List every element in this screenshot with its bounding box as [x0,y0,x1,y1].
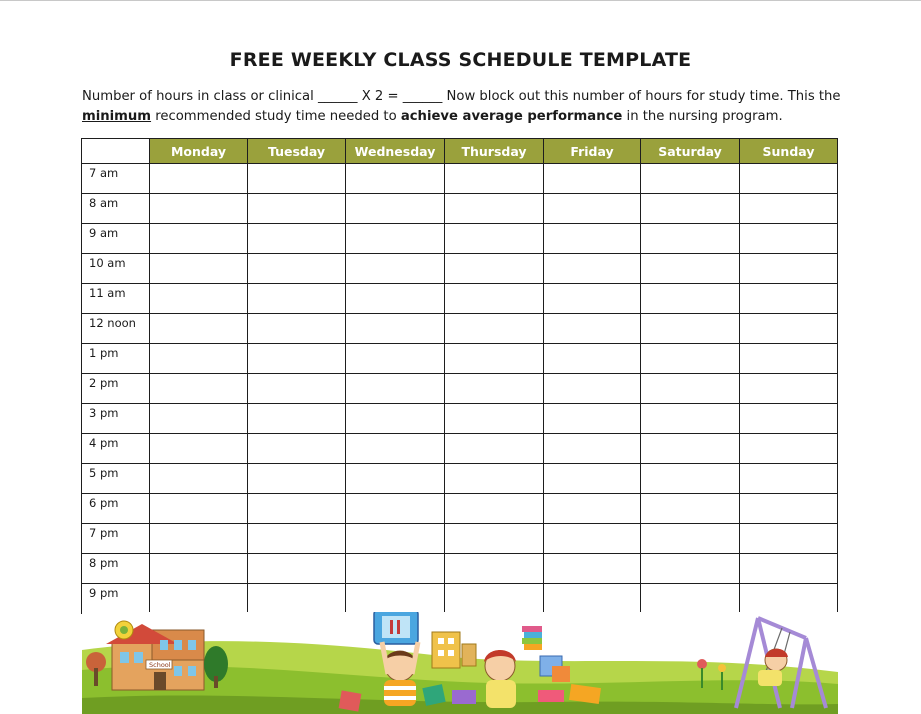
schedule-cell-thursday[interactable] [445,494,544,524]
corner-cell [82,139,150,164]
schedule-cell-monday[interactable] [150,434,248,464]
schedule-cell-tuesday[interactable] [248,224,346,254]
schedule-cell-monday[interactable] [150,284,248,314]
intro-minimum-emphasis: minimum [82,108,152,124]
schedule-cell-friday[interactable] [544,344,641,374]
schedule-cell-friday[interactable] [544,494,641,524]
schedule-cell-friday[interactable] [544,164,641,194]
schedule-cell-wednesday[interactable] [346,554,445,584]
schedule-cell-wednesday[interactable] [346,404,445,434]
schedule-cell-saturday[interactable] [641,344,740,374]
schedule-cell-tuesday[interactable] [248,494,346,524]
schedule-cell-wednesday[interactable] [346,164,445,194]
time-slot-label: 7 am [82,164,150,194]
schedule-cell-saturday[interactable] [641,224,740,254]
school-illustration [82,612,838,714]
time-slot-label: 9 am [82,224,150,254]
schedule-cell-saturday[interactable] [641,584,740,614]
day-header-thursday: Thursday [445,139,544,164]
schedule-row [82,434,838,464]
schedule-cell-thursday[interactable] [445,224,544,254]
time-slot-label: 7 pm [82,524,150,554]
schedule-cell-saturday[interactable] [641,464,740,494]
schedule-cell-saturday[interactable] [641,434,740,464]
schedule-cell-saturday[interactable] [641,314,740,344]
schedule-cell-thursday[interactable] [445,284,544,314]
schedule-cell-friday[interactable] [544,224,641,254]
time-slot-label: 5 pm [82,464,150,494]
schedule-cell-sunday[interactable] [740,164,838,194]
schedule-cell-sunday[interactable] [740,284,838,314]
schedule-cell-monday[interactable] [150,254,248,284]
schedule-cell-thursday[interactable] [445,164,544,194]
day-header-monday: Monday [150,139,248,164]
schedule-cell-thursday[interactable] [445,374,544,404]
schedule-cell-sunday[interactable] [740,494,838,524]
time-slot-label: 8 am [82,194,150,224]
time-slot-label: 8 pm [82,554,150,584]
schedule-cell-wednesday[interactable] [346,254,445,284]
schedule-cell-monday[interactable] [150,524,248,554]
schedule-cell-wednesday[interactable] [346,494,445,524]
schedule-cell-thursday[interactable] [445,464,544,494]
intro-text-2: recommended study time needed to [151,108,401,124]
schedule-cell-monday[interactable] [150,164,248,194]
schedule-cell-sunday[interactable] [740,224,838,254]
schedule-cell-sunday[interactable] [740,254,838,284]
schedule-cell-wednesday[interactable] [346,194,445,224]
time-slot-label: 12 noon [82,314,150,344]
schedule-cell-saturday[interactable] [641,164,740,194]
schedule-cell-sunday[interactable] [740,554,838,584]
schedule-cell-tuesday[interactable] [248,284,346,314]
schedule-cell-sunday[interactable] [740,464,838,494]
schedule-cell-sunday[interactable] [740,404,838,434]
schedule-cell-thursday[interactable] [445,404,544,434]
instructions-paragraph [82,87,852,126]
time-slot-label: 2 pm [82,374,150,404]
schedule-cell-tuesday[interactable] [248,314,346,344]
schedule-cell-monday[interactable] [150,584,248,614]
schedule-cell-saturday[interactable] [641,524,740,554]
schedule-cell-sunday[interactable] [740,524,838,554]
schedule-cell-monday[interactable] [150,494,248,524]
schedule-row [82,344,838,374]
page-title: FREE WEEKLY CLASS SCHEDULE TEMPLATE [229,49,692,71]
schedule-cell-wednesday[interactable] [346,464,445,494]
day-header-sunday: Sunday [740,139,838,164]
schedule-cell-saturday[interactable] [641,494,740,524]
day-header-wednesday: Wednesday [346,139,445,164]
schedule-cell-friday[interactable] [544,524,641,554]
schedule-cell-saturday[interactable] [641,194,740,224]
schedule-cell-thursday[interactable] [445,314,544,344]
schedule-cell-wednesday[interactable] [346,344,445,374]
schedule-cell-thursday[interactable] [445,434,544,464]
schedule-row [82,464,838,494]
schedule-cell-friday[interactable] [544,404,641,434]
schedule-row [82,404,838,434]
schedule-row [82,494,838,524]
schedule-cell-tuesday[interactable] [248,584,346,614]
schedule-cell-friday[interactable] [544,554,641,584]
schedule-cell-sunday[interactable] [740,314,838,344]
schedule-cell-tuesday[interactable] [248,554,346,584]
school-sign-text: School [149,661,171,669]
time-slot-label: 10 am [82,254,150,284]
schedule-cell-saturday[interactable] [641,404,740,434]
schedule-cell-sunday[interactable] [740,584,838,614]
schedule-row [82,194,838,224]
schedule-cell-thursday[interactable] [445,254,544,284]
time-slot-label: 11 am [82,284,150,314]
schedule-cell-friday[interactable] [544,584,641,614]
schedule-cell-tuesday[interactable] [248,164,346,194]
schedule-row [82,224,838,254]
schedule-cell-thursday[interactable] [445,584,544,614]
intro-text-1: Number of hours in class or clinical ______ X 2 = ______ Now block out this number of hours for study time. This the [82,89,841,104]
schedule-cell-thursday[interactable] [445,344,544,374]
schedule-table [81,138,838,614]
school-illustration-svg [82,612,838,714]
schedule-row [82,374,838,404]
schedule-row [82,284,838,314]
schedule-cell-tuesday[interactable] [248,374,346,404]
schedule-cell-friday[interactable] [544,374,641,404]
schedule-cell-thursday[interactable] [445,194,544,224]
schedule-row [82,554,838,584]
schedule-cell-tuesday[interactable] [248,524,346,554]
schedule-cell-thursday[interactable] [445,524,544,554]
schedule-cell-monday[interactable] [150,554,248,584]
schedule-cell-monday[interactable] [150,314,248,344]
time-slot-label: 4 pm [82,434,150,464]
schedule-cell-saturday[interactable] [641,254,740,284]
schedule-cell-tuesday[interactable] [248,404,346,434]
schedule-cell-monday[interactable] [150,464,248,494]
schedule-cell-wednesday[interactable] [346,584,445,614]
schedule-cell-wednesday[interactable] [346,314,445,344]
time-slot-label: 6 pm [82,494,150,524]
schedule-row [82,524,838,554]
schedule-cell-monday[interactable] [150,374,248,404]
schedule-cell-saturday[interactable] [641,284,740,314]
schedule-cell-saturday[interactable] [641,554,740,584]
schedule-row [82,254,838,284]
schedule-cell-friday[interactable] [544,434,641,464]
time-slot-label: 3 pm [82,404,150,434]
day-header-friday: Friday [544,139,641,164]
schedule-cell-wednesday[interactable] [346,224,445,254]
schedule-cell-monday[interactable] [150,344,248,374]
schedule-cell-friday[interactable] [544,464,641,494]
schedule-cell-friday[interactable] [544,314,641,344]
schedule-cell-friday[interactable] [544,284,641,314]
schedule-header-row [82,139,838,164]
day-header-saturday: Saturday [641,139,740,164]
schedule-body [82,164,838,614]
schedule-cell-tuesday[interactable] [248,254,346,284]
schedule-cell-sunday[interactable] [740,434,838,464]
time-slot-label: 9 pm [82,584,150,614]
schedule-cell-friday[interactable] [544,254,641,284]
schedule-cell-tuesday[interactable] [248,344,346,374]
schedule-cell-thursday[interactable] [445,554,544,584]
schedule-cell-saturday[interactable] [641,374,740,404]
schedule-cell-tuesday[interactable] [248,464,346,494]
time-slot-label: 1 pm [82,344,150,374]
page-top-rule [0,0,921,1]
schedule-cell-monday[interactable] [150,194,248,224]
intro-text-3: in the nursing program. [622,108,783,124]
schedule-row [82,164,838,194]
schedule-cell-wednesday[interactable] [346,434,445,464]
schedule-row [82,584,838,614]
schedule-cell-monday[interactable] [150,224,248,254]
schedule-cell-wednesday[interactable] [346,524,445,554]
schedule-cell-tuesday[interactable] [248,434,346,464]
schedule-cell-wednesday[interactable] [346,374,445,404]
schedule-row [82,314,838,344]
schedule-cell-friday[interactable] [544,194,641,224]
intro-achieve-emphasis: achieve average performance [400,108,623,124]
schedule-cell-wednesday[interactable] [346,284,445,314]
schedule-cell-sunday[interactable] [740,374,838,404]
schedule-cell-tuesday[interactable] [248,194,346,224]
schedule-cell-sunday[interactable] [740,344,838,374]
day-header-tuesday: Tuesday [248,139,346,164]
schedule-cell-monday[interactable] [150,404,248,434]
schedule-cell-sunday[interactable] [740,194,838,224]
